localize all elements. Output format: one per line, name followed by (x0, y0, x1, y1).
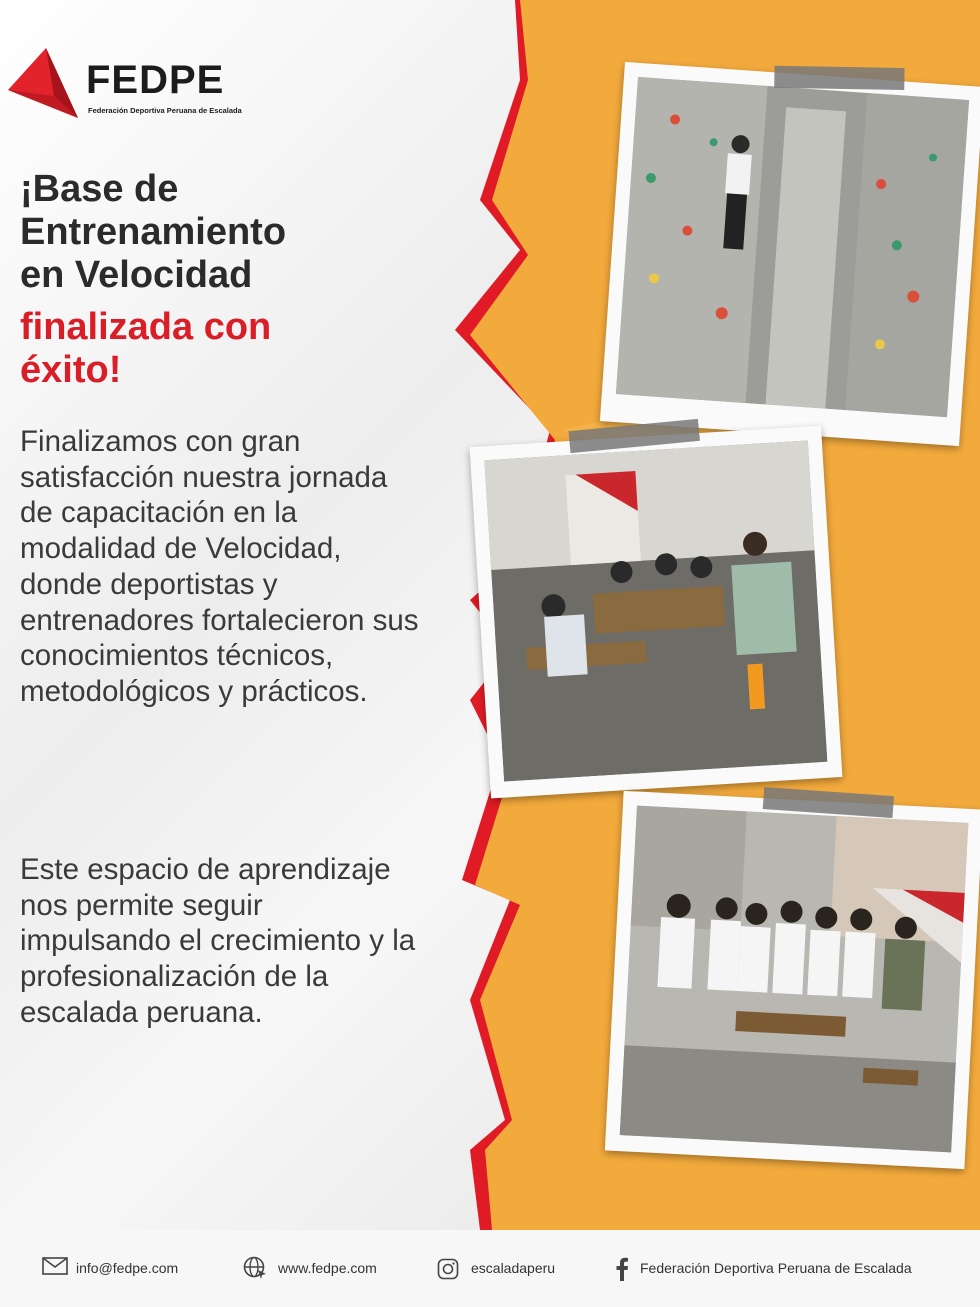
photo-tape (774, 66, 904, 90)
footer-email-link[interactable]: info@fedpe.com (76, 1260, 179, 1276)
instagram-icon (437, 1258, 459, 1280)
brand-name: FEDPE (86, 58, 225, 102)
facebook-icon (615, 1257, 629, 1281)
headline-line-2: Entrenamiento (20, 211, 287, 253)
headline-accent-line-1: finalizada con (20, 306, 272, 348)
photo-climbing-wall (600, 62, 980, 446)
body-paragraph-1: Finalizamos con gran satisfacción nuestra jornada de capacitación en la modalidad de Velocidad, donde deportistas y entrenadores fortalecieron sus conocimientos técnicos, metodológicos y prácticos. (20, 425, 419, 708)
body-paragraph-2: Este espacio de aprendizaje nos permite seguir impulsando el crecimiento y la profesionalización de la escalada peruana. (20, 853, 416, 1029)
brand-subtitle: Federación Deportiva Peruana de Escalada (88, 106, 242, 115)
photo-group (605, 791, 980, 1169)
footer-instagram-link[interactable]: escaladaperu (471, 1260, 556, 1276)
training-session-image (484, 440, 827, 781)
headline-accent-line-2: éxito! (20, 349, 122, 391)
mail-icon (42, 1256, 68, 1276)
photo-training-session (470, 426, 843, 799)
headline-line-1: ¡Base de (20, 168, 179, 210)
footer-facebook-link[interactable]: Federación Deportiva Peruana de Escalada (640, 1260, 912, 1276)
footer-website-link[interactable]: www.fedpe.com (278, 1260, 377, 1276)
globe-icon (243, 1256, 267, 1280)
group-photo-image (620, 806, 969, 1153)
headline (20, 168, 440, 297)
headline-line-3: en Velocidad (20, 254, 253, 296)
climbing-wall-image (616, 77, 969, 417)
headline-accent (20, 306, 400, 392)
